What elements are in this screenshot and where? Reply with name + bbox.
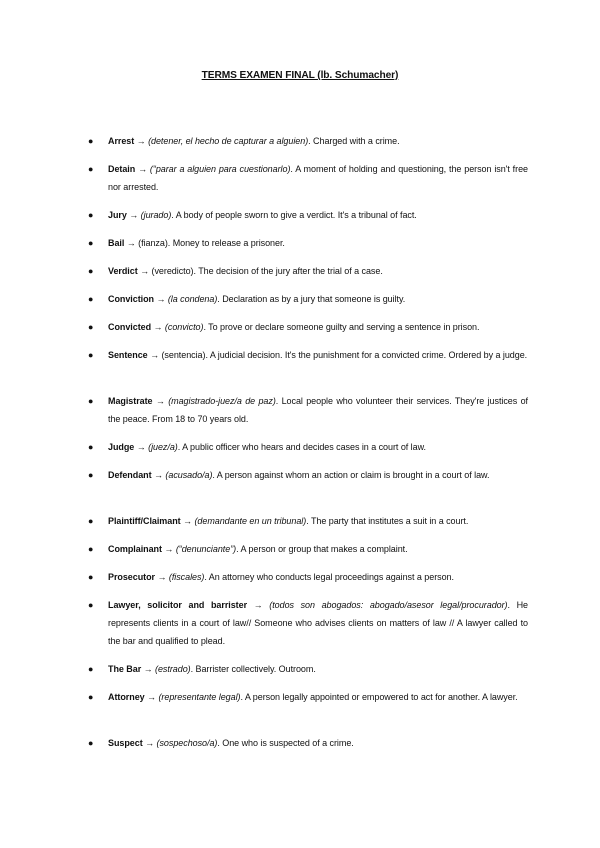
bullet-icon: ● [88, 238, 94, 248]
term-translation: (demandante en un tribunal) [194, 516, 307, 526]
bullet-icon: ● [88, 210, 94, 220]
arrow-icon: → [155, 572, 169, 582]
arrow-icon: → [135, 164, 150, 174]
document-title: TERMS EXAMEN FINAL (lb. Schumacher) [201, 70, 399, 81]
arrow-icon: → [147, 350, 162, 360]
term-name: Jury [108, 210, 127, 220]
term-name: The Bar [108, 664, 142, 674]
term-definition: . Local people who volunteer their services. They're justices of the peace. From 18 to 70 years old. [108, 396, 528, 424]
term-name: Prosecutor [108, 572, 156, 582]
bullet-icon: ● [88, 738, 94, 748]
bullet-icon: ● [88, 350, 94, 360]
term-translation: (sospechoso/a) [156, 738, 218, 748]
term-definition: . Declaration as by a jury that someone is guilty. [217, 294, 406, 304]
arrow-icon: → [134, 136, 149, 146]
arrow-icon: → [126, 210, 141, 220]
term-definition: . The decision of the jury after the trial of a case. [193, 266, 383, 276]
bullet-icon: ● [88, 442, 94, 452]
term-definition: . A person legally appointed or empowered to act for another. A lawyer. [240, 692, 518, 702]
term-definition: . An attorney who conducts legal proceedings against a person. [204, 572, 454, 582]
term-name: Lawyer, solicitor and barrister [108, 600, 248, 610]
term-item [88, 160, 528, 196]
bullet-icon: ● [88, 572, 94, 582]
term-translation: (jurado) [140, 210, 172, 220]
term-definition: . The party that institutes a suit in a court. [306, 516, 469, 526]
arrow-icon: → [161, 544, 176, 554]
term-translation: (detener, el hecho de capturar a alguien) [148, 136, 309, 146]
term-translation: (convicto) [164, 322, 204, 332]
term-name: Complainant [108, 544, 162, 554]
bullet-icon: ● [88, 294, 94, 304]
term-name: Attorney [108, 692, 145, 702]
term-name: Bail [108, 238, 125, 248]
arrow-icon: → [151, 322, 165, 332]
arrow-icon: → [142, 738, 157, 748]
term-item [88, 540, 528, 558]
term-name: Sentence [108, 350, 148, 360]
term-translation: (estrado) [155, 664, 191, 674]
bullet-icon: ● [88, 322, 94, 332]
term-translation: (representante legal) [158, 692, 241, 702]
bullet-icon: ● [88, 600, 94, 610]
term-translation: (magistrado-juez/a de paz) [168, 396, 276, 406]
term-definition: . A person against whom an action or claim is brought in a court of law. [212, 470, 490, 480]
term-definition: . Charged with a crime. [308, 136, 400, 146]
arrow-icon: → [151, 470, 166, 480]
bullet-icon: ● [88, 266, 94, 276]
bullet-icon: ● [88, 516, 94, 526]
arrow-icon: → [154, 294, 168, 304]
term-name: Verdict [108, 266, 138, 276]
term-translation: (fiscales) [168, 572, 205, 582]
term-translation: (juez/a) [148, 442, 178, 452]
term-item [88, 132, 528, 150]
bullet-icon: ● [88, 136, 94, 146]
term-name: Defendant [108, 470, 152, 480]
arrow-icon: → [134, 442, 149, 452]
term-translation: (fianza) [138, 238, 168, 248]
term-translation: (todos son abogados: abogado/asesor legal/procurador) [269, 600, 508, 610]
term-name: Suspect [108, 738, 143, 748]
term-item [88, 346, 528, 364]
term-item [88, 660, 528, 678]
arrow-icon: → [180, 516, 195, 526]
bullet-icon: ● [88, 396, 94, 406]
term-definition: . A person or group that makes a complaint. [236, 544, 408, 554]
term-translation: (“denunciante”) [175, 544, 237, 554]
term-translation: (“parar a alguien para cuestionarlo) [149, 164, 291, 174]
term-name: Arrest [108, 136, 135, 146]
term-translation: (veredicto) [151, 266, 194, 276]
term-definition: . A judicial decision. It's the punishment for a convicted crime. Ordered by a judge. [205, 350, 528, 360]
term-definition: . He represents clients in a court of law// Someone who advises clients on matters of law // A lawyer called to the bar and qualified to plead. [108, 600, 528, 646]
term-name: Conviction [108, 294, 154, 304]
term-item [88, 234, 528, 252]
arrow-icon: → [124, 238, 139, 248]
term-item [88, 392, 528, 428]
term-definition: . Barrister collectively. Outroom. [190, 664, 316, 674]
term-item [88, 206, 528, 224]
arrow-icon: → [141, 664, 156, 674]
term-item [88, 290, 528, 308]
term-name: Detain [108, 164, 136, 174]
term-item [88, 466, 528, 484]
term-definition: . A body of people sworn to give a verdict. It's a tribunal of fact. [171, 210, 417, 220]
term-item [88, 318, 528, 336]
term-definition: . A moment of holding and questioning, the person isn't free nor arrested. [108, 164, 528, 192]
term-item [88, 596, 528, 650]
bullet-icon: ● [88, 664, 94, 674]
term-definition: . One who is suspected of a crime. [217, 738, 354, 748]
arrow-icon: → [137, 266, 152, 276]
term-translation: (acusado/a) [165, 470, 213, 480]
bullet-icon: ● [88, 544, 94, 554]
term-item [88, 734, 528, 752]
term-item [88, 688, 528, 706]
bullet-icon: ● [88, 692, 94, 702]
bullet-icon: ● [88, 164, 94, 174]
term-item [88, 512, 528, 530]
term-item [88, 262, 528, 280]
term-item [88, 438, 528, 456]
arrow-icon: → [144, 692, 159, 702]
term-definition: . To prove or declare someone guilty and serving a sentence in prison. [203, 322, 480, 332]
bullet-icon: ● [88, 470, 94, 480]
term-name: Magistrate [108, 396, 153, 406]
arrow-icon: → [152, 396, 169, 406]
term-translation: (sentencia) [161, 350, 206, 360]
term-name: Judge [108, 442, 135, 452]
term-item [88, 568, 528, 586]
arrow-icon: → [247, 600, 270, 610]
term-definition: . Money to release a prisoner. [167, 238, 285, 248]
term-name: Convicted [108, 322, 152, 332]
term-translation: (la condena) [167, 294, 218, 304]
term-definition: . A public officer who hears and decides cases in a court of law. [177, 442, 426, 452]
term-name: Plaintiff/Claimant [108, 516, 181, 526]
